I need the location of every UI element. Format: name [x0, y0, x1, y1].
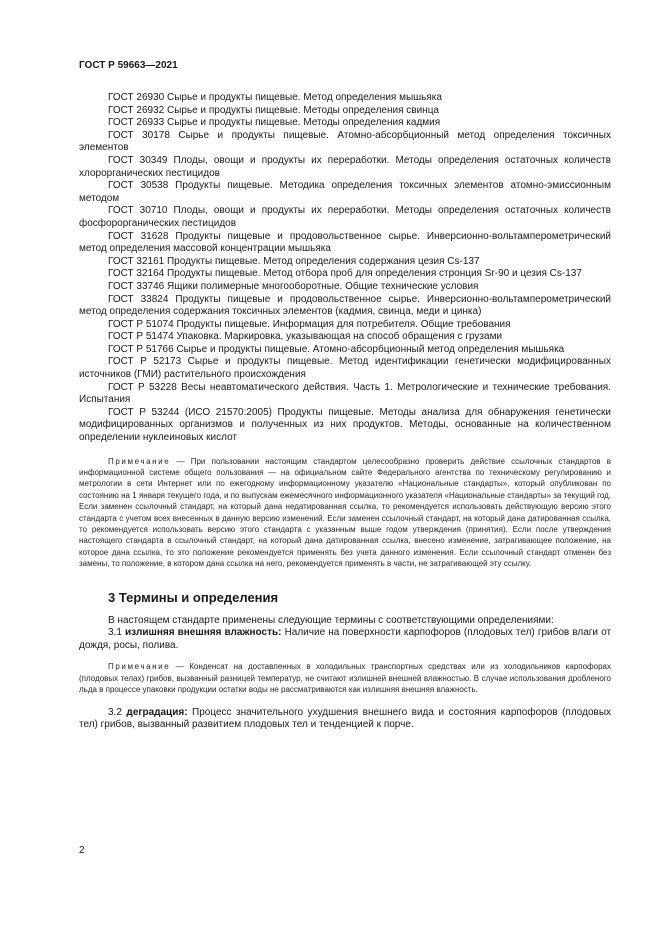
reference-item: ГОСТ 30710 Плоды, овощи и продукты их переработки. Методы определения остаточных количеств фосфорорганических пестицидов [79, 205, 611, 229]
note-label: Примечание [108, 456, 171, 466]
reference-item: ГОСТ 30538 Продукты пищевые. Методика определения токсичных элементов атомно-эмиссионным методом [79, 180, 611, 204]
reference-item: ГОСТ Р 51766 Сырье и продукты пищевые. Атомно-абсорбционный метод определения мышьяка [108, 343, 565, 355]
term-number: 3.2 [108, 706, 122, 718]
term-definition: Процесс значительного ухудшения внешнего вида и состояния карпофоров (плодовых тел) грибов, вызванный развитием плодовых тел и тенденцией к порче. [79, 706, 612, 731]
note-text: — Конденсат на доставленных в холодильных транспортных средствах или из холодильников карпофорах (плодовых телах) грибов, вызванный разницей температур, не считают излишней внешней влажностью. В случае использования дробленого льда в процессе упаковки продукции остатки воды не рассматриваются как излишняя внешняя влажность. [79, 662, 611, 695]
terms-intro: В настоящем стандарте применены следующие термины с соответствующими определениями: [108, 614, 554, 626]
note-text: — При пользовании настоящим стандартом целесообразно проверить действие ссылочных стандартов в информационной системе общего пользования — на официальном сайте Федерального агентства по техническому регулированию и метрологии в сети Интернет или по ежегодному информационному указателю «Национальные стандарты», который опубликован по состоянию на 1 января текущего года, и по выпускам ежемесячного информационного указателя «Национальные стандарты» за текущий год. Если заменен ссылочный стандарт, на который дана недатированная ссылка, то рекомендуется использовать действующую версию этого стандарта с учетом всех внесенных в данную версию изменений. Если заменен ссылочный стандарт, на который дана датированная ссылка, то рекомендуется использовать версию этого стандарта с указанным выше годом утверждения (принятия). Если после утверждения настоящего стандарта в ссылочный стандарт, на который дана датированная ссылка, внесено изменение, затрагивающее положение, на которое дана ссылка, то это положение рекомендуется применять без учета данного изменения. Если ссылочный стандарт отменен без замены, то положение, в котором дана ссылка на него, рекомендуется применять в части, не затрагивающей эту ссылку. [79, 456, 611, 569]
reference-item: ГОСТ Р 53228 Весы неавтоматического действия. Часть 1. Метрологические и технические требования. Испытания [79, 381, 611, 406]
note-label: Примечание [108, 662, 171, 672]
document-code: ГОСТ Р 59663—2021 [79, 60, 178, 71]
page-number: 2 [79, 845, 85, 856]
reference-item: ГОСТ 32164 Продукты пищевые. Метод отбора проб для определения стронция Sr-90 и цезия Cs-137 [108, 268, 582, 280]
normative-references-list [79, 92, 611, 445]
section-3-heading: 3 Термины и определения [108, 589, 279, 605]
term-name: излишняя внешняя влажность: [125, 627, 282, 639]
term-name: деградация: [126, 706, 188, 718]
reference-item: ГОСТ 33746 Ящики полимерные многооборотные. Общие технические условия [108, 280, 479, 292]
term-3-1 [79, 627, 611, 652]
reference-item: ГОСТ 26933 Сырье и продукты пищевые. Методы определения кадмия [108, 117, 441, 129]
reference-item: ГОСТ 26932 Сырье и продукты пищевые. Методы определения свинца [108, 104, 439, 116]
reference-item: ГОСТ Р 53244 (ИСО 21570:2005) Продукты пищевые. Методы анализа для обнаружения генетически модифицированных организмов и полученных из них продуктов. Методы, основанные на количественном определении нуклеиновых кислот [79, 406, 611, 444]
term-definition: Наличие на поверхности карпофоров (плодовых тел) грибов влаги от дождя, росы, полива. [79, 627, 612, 651]
reference-item: ГОСТ Р 51074 Продукты пищевые. Информация для потребителя. Общие требования [108, 318, 511, 330]
term-3-1-note [79, 661, 611, 695]
term-number: 3.1 [108, 627, 122, 639]
reference-item: ГОСТ Р 52173 Сырье и продукты пищевые. Метод идентификации генетически модифицированных источников (ГМИ) растительного происхождения [79, 356, 611, 381]
references-note [79, 456, 611, 570]
reference-item: ГОСТ Р 51474 Упаковка. Маркировка, указывающая на способ обращения с грузами [108, 331, 503, 343]
reference-item: ГОСТ 32161 Продукты пищевые. Метод определения содержания цезия Cs-137 [108, 255, 480, 267]
reference-item: ГОСТ 30349 Плоды, овощи и продукты их переработки. Методы определения остаточных количеств хлорорганических пестицидов [79, 154, 611, 179]
reference-item: ГОСТ 26930 Сырье и продукты пищевые. Метод определения мышьяка [108, 92, 442, 103]
reference-item: ГОСТ 33824 Продукты пищевые и продовольственное сырье. Инверсионно-вольтамперометрический метод определения содержания токсичных элементов (кадмия, свинца, меди и цинка) [79, 293, 611, 318]
term-3-2 [79, 707, 611, 732]
reference-item: ГОСТ 31628 Продукты пищевые и продовольственное сырье. Инверсионно-вольтамперометрический метод определения массовой концентрации мышьяка [79, 230, 611, 255]
reference-item: ГОСТ 30178 Сырье и продукты пищевые. Атомно-абсорбционный метод определения токсичных элементов [79, 129, 611, 154]
